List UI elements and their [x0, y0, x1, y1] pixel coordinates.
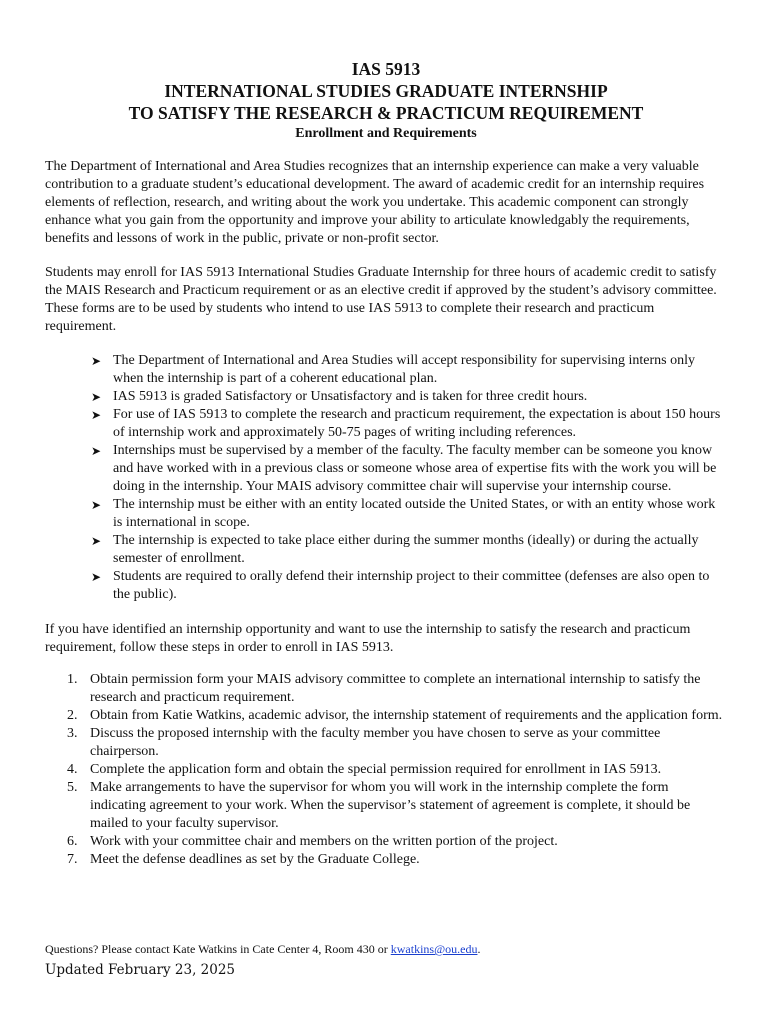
contact-text: Questions? Please contact Kate Watkins in Cate Center 4, Room 430 or — [45, 942, 391, 956]
step-text: Work with your committee chair and members on the written portion of the project. — [90, 834, 558, 849]
contact-end: . — [477, 942, 481, 956]
course-number: IAS 5913 — [351, 59, 421, 79]
step-text: Complete the application form and obtain the special permission required for enrollment in IAS 5913. — [90, 762, 662, 777]
step-number: 6. — [67, 834, 78, 849]
step-number: 7. — [67, 852, 78, 867]
list-item-text: For use of IAS 5913 to complete the research and practicum requirement, the expectation is about 150 hours of internship work and approximately 50-75 pages of writing including references. — [113, 407, 721, 440]
arrowhead-bullet-icon: ➤ — [91, 390, 102, 404]
list-item — [91, 496, 727, 532]
step-item — [67, 761, 727, 779]
step-number: 5. — [67, 780, 78, 795]
enrollment-steps-list — [45, 671, 727, 869]
step-text: Meet the defense deadlines as set by the Graduate College. — [90, 852, 420, 867]
arrowhead-bullet-icon: ➤ — [91, 570, 102, 584]
step-number: 3. — [67, 726, 78, 741]
arrowhead-bullet-icon: ➤ — [91, 354, 102, 368]
intro-paragraph-2: Students may enroll for IAS 5913 International Studies Graduate Internship for three hours of academic credit to satisfy the MAIS Research and Practicum requirement or as an elective credit if approved by the student’s advisory committee. These forms are to be used by students who intend to use IAS 5913 to complete their research and practicum requirement. — [45, 265, 717, 334]
step-text: Discuss the proposed internship with the faculty member you have chosen to serve as your committee chairperson. — [90, 726, 661, 759]
list-item-text: Students are required to orally defend their internship project to their committee (defenses are also open to the public). — [113, 569, 710, 602]
arrowhead-bullet-icon: ➤ — [91, 444, 102, 458]
list-item — [91, 388, 727, 406]
title-line-2: TO SATISFY THE RESEARCH & PRACTICUM REQUIREMENT — [128, 103, 644, 123]
step-item — [67, 725, 727, 761]
step-number: 2. — [67, 708, 78, 723]
arrowhead-bullet-icon: ➤ — [91, 534, 102, 548]
arrowhead-bullet-icon: ➤ — [91, 408, 102, 422]
title-line-1: INTERNATIONAL STUDIES GRADUATE INTERNSHIP — [164, 81, 608, 101]
arrowhead-bullet-icon: ➤ — [91, 498, 102, 512]
step-text: Obtain permission form your MAIS advisory committee to complete an international internship to satisfy the research and practicum requirement. — [90, 672, 701, 705]
steps-intro: If you have identified an internship opportunity and want to use the internship to satisfy the research and practicum requirement, follow these steps in order to enroll in IAS 5913. — [45, 622, 691, 655]
intro-paragraph-1: The Department of International and Area Studies recognizes that an internship experience can make a very valuable contribution to a graduate student’s educational development. The award of academic credit for an internship requires elements of reflection, research, and writing about the work you undertake. This academic component can strongly enhance what you gain from the opportunity and improve your ability to articulate knowledgably the requirements, benefits and lessons of work in the public, private or non-profit sector. — [45, 159, 705, 246]
step-number: 4. — [67, 762, 78, 777]
list-item-text: The internship must be either with an entity located outside the United States, or with an entity whose work is international in scope. — [113, 497, 716, 530]
step-item — [67, 779, 727, 833]
step-text: Make arrangements to have the supervisor for whom you will work in the internship complete the form indicating agreement to your work. When the supervisor’s statement of agreement is complete, it should be mailed to your faculty supervisor. — [90, 780, 691, 831]
step-item — [67, 833, 727, 851]
step-text: Obtain from Katie Watkins, academic advisor, the internship statement of requirements and the application form. — [90, 708, 723, 723]
step-item — [67, 707, 727, 725]
updated-date: Updated February 23, 2025 — [45, 962, 236, 978]
list-item-text: Internships must be supervised by a member of the faculty. The faculty member can be someone you know and have worked with in a previous class or someone whose area of expertise fits with the work you will be doing in the internship. Your MAIS advisory committee chair will supervise your internship course. — [113, 443, 717, 494]
list-item — [91, 406, 727, 442]
list-item-text: The Department of International and Area Studies will accept responsibility for supervising interns only when the internship is part of a coherent educational plan. — [113, 353, 696, 386]
list-item — [91, 442, 727, 496]
list-item — [91, 532, 727, 568]
document-page — [45, 58, 727, 869]
subtitle: Enrollment and Requirements — [295, 126, 477, 141]
requirements-list — [45, 352, 727, 604]
list-item — [91, 352, 727, 388]
list-item-text: IAS 5913 is graded Satisfactory or Unsatisfactory and is taken for three credit hours. — [113, 389, 588, 404]
list-item — [91, 568, 727, 604]
step-item — [67, 851, 727, 869]
email-link[interactable]: kwatkins@ou.edu — [390, 942, 478, 956]
contact-line — [45, 941, 480, 957]
step-number: 1. — [67, 672, 78, 687]
step-item — [67, 671, 727, 707]
list-item-text: The internship is expected to take place either during the summer months (ideally) or during the actually semester of enrollment. — [113, 533, 699, 566]
